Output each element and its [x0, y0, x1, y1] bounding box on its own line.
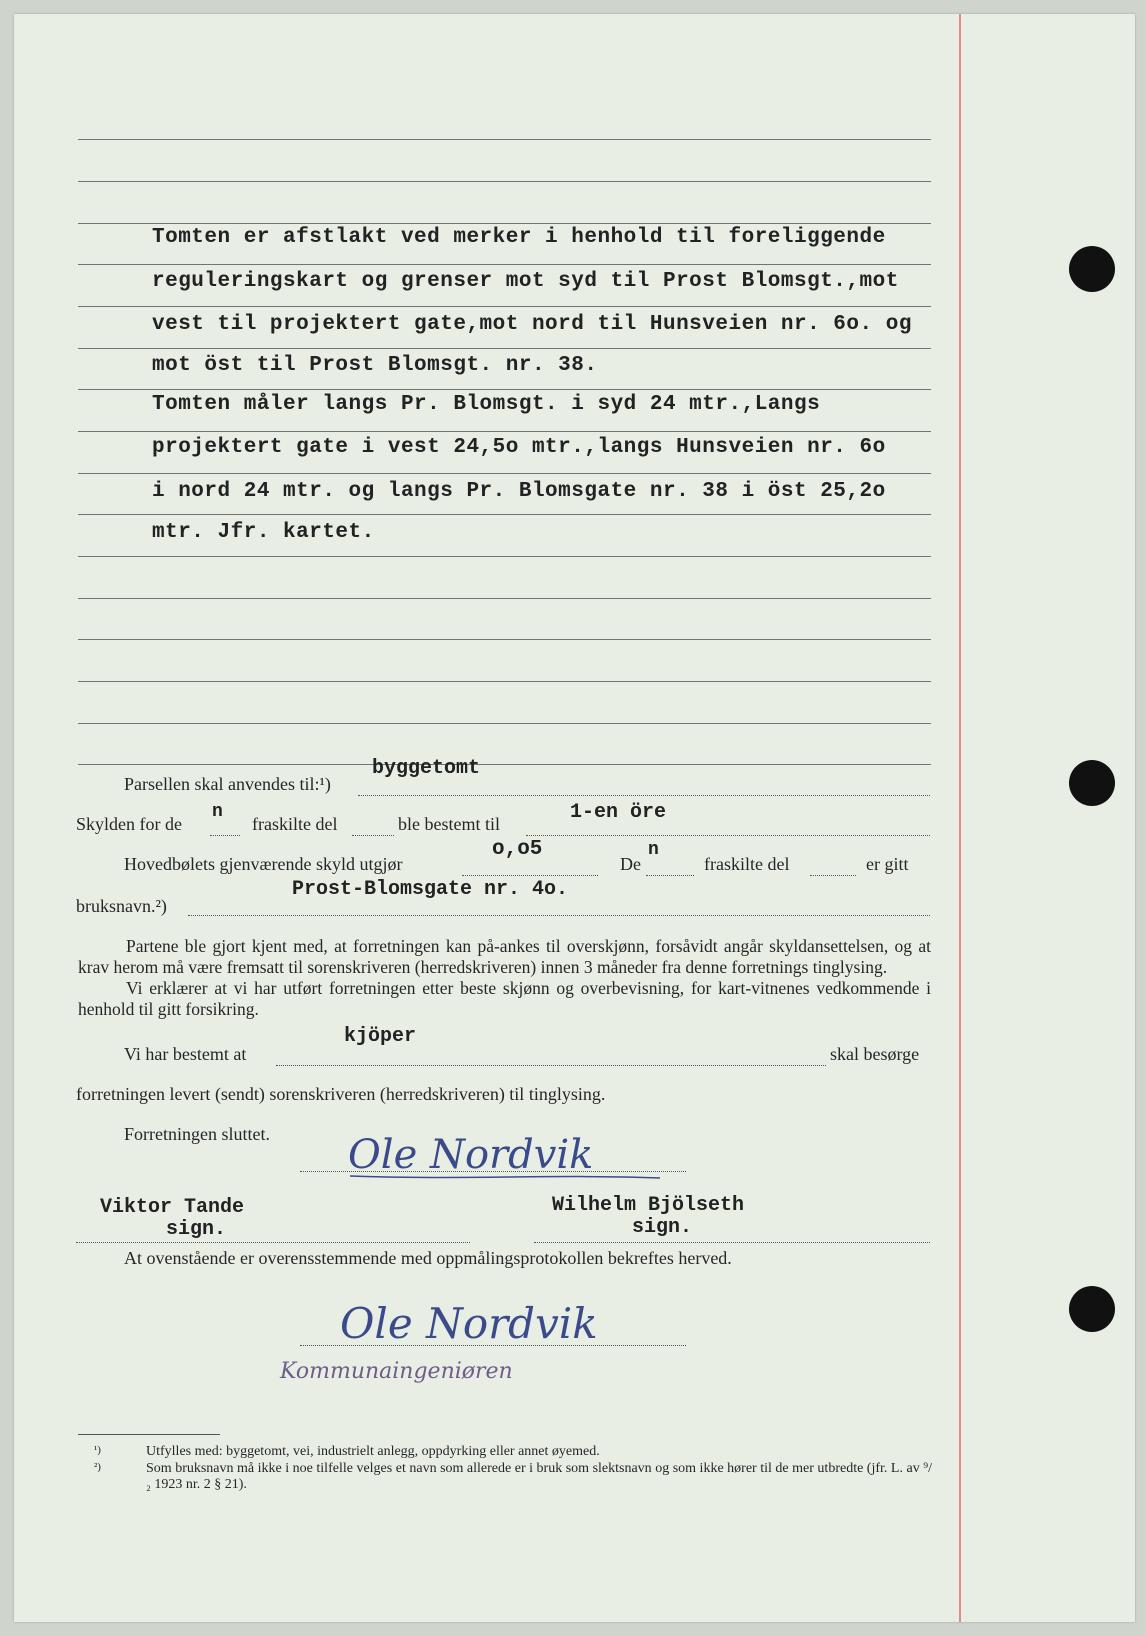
ruled-line	[78, 556, 931, 557]
hoved-label: Hovedbølets gjenværende skyld utgjør	[124, 854, 403, 874]
ruled-line	[78, 223, 931, 224]
confirmation-text: At ovenstående er overensstemmende med oppmålingsprotokollen bekreftes herved.	[124, 1248, 732, 1268]
body-line: reguleringskart og grenser mot syd til Prost Blomsgt.,mot	[152, 270, 899, 293]
skylden-label: Skylden for de	[76, 814, 182, 834]
title-stamp	[276, 1350, 536, 1390]
bestemt-label: Vi har bestemt at	[124, 1044, 247, 1064]
fill-line	[210, 834, 240, 836]
paragraph-block	[78, 936, 931, 1020]
fill-line	[76, 1241, 470, 1243]
ruled-line	[78, 389, 931, 390]
bruksnavn-value: Prost-Blomsgate nr. 4o.	[292, 878, 569, 901]
parsellen-label: Parsellen skal anvendes til:¹)	[124, 774, 331, 794]
ruled-line	[78, 514, 931, 515]
skylden-n: n	[212, 802, 223, 822]
signature-main-text: Ole Nordvik	[348, 1132, 594, 1178]
footnote-1: Utfylles med: byggetomt, vei, industrielt anlegg, oppdyrking eller annet øyemed.	[146, 1444, 600, 1459]
ruled-line	[78, 764, 931, 765]
ruled-line	[78, 306, 931, 307]
footnote-rule	[78, 1434, 220, 1435]
witness-left-sign: sign.	[166, 1218, 227, 1241]
ruled-line	[78, 348, 931, 349]
skylden-bestemt: ble bestemt til	[398, 814, 500, 834]
handwritten-signature	[340, 1124, 670, 1184]
de-label: De	[620, 854, 641, 874]
fraskilte-label: fraskilte del	[704, 854, 790, 874]
body-line: Tomten måler langs Pr. Blomsgt. i syd 24 mtr.,Langs	[152, 393, 821, 416]
fill-line	[810, 874, 856, 876]
sluttet-text: Forretningen sluttet.	[124, 1124, 270, 1144]
footnote-2: Som bruksnavn må ikke i noe tilfelle velges et navn som allerede er i bruk som slektsnavn og som ikke hører til de mer utbredte (jfr. L. av ⁹/₂ 1923 nr. 2 § 21).	[146, 1461, 932, 1492]
ruled-line	[78, 639, 931, 640]
witness-left-name: Viktor Tande	[100, 1196, 245, 1219]
bruksnavn-label: bruksnavn.²)	[76, 896, 167, 916]
punch-hole	[1069, 760, 1115, 806]
ruled-line	[78, 723, 931, 724]
skylden-fraskilte: fraskilte del	[252, 814, 338, 834]
bestemt-value: kjöper	[344, 1025, 417, 1048]
ruled-line	[78, 139, 931, 140]
stamp-text: Kommunaingeniøren	[280, 1359, 513, 1384]
ruled-line	[78, 598, 931, 599]
body-line: mot öst til Prost Blomsgt. nr. 38.	[152, 354, 598, 377]
body-line: Tomten er afstlakt ved merker i henhold til foreliggende	[152, 226, 886, 249]
bestemt-suffix: skal besørge	[830, 1044, 920, 1064]
ruled-line	[78, 473, 931, 474]
skylden-value: 1-en öre	[570, 801, 667, 824]
body-line: i nord 24 mtr. og langs Pr. Blomsgate nr. 38 i öst 25,2o	[152, 480, 886, 503]
body-line: projektert gate i vest 24,5o mtr.,langs Hunsveien nr. 6o	[152, 436, 886, 459]
fill-line	[276, 1064, 826, 1066]
ruled-line	[78, 264, 931, 265]
footnote-mark: ¹)	[94, 1444, 101, 1456]
ruled-line	[78, 431, 931, 432]
body-line: vest til projektert gate,mot nord til Hunsveien nr. 6o. og	[152, 313, 912, 336]
footnote-mark: ²)	[94, 1461, 101, 1473]
er-gitt: er gitt	[866, 854, 909, 874]
fill-line	[646, 874, 694, 876]
fill-line	[300, 1170, 686, 1172]
fill-line	[526, 834, 930, 836]
witness-right-name: Wilhelm Bjölseth	[552, 1194, 745, 1217]
parsellen-value: byggetomt	[372, 757, 481, 780]
margin-line	[959, 14, 961, 1622]
punch-hole	[1069, 1286, 1115, 1332]
document-page	[14, 14, 1135, 1622]
hoved-value: o,o5	[492, 838, 543, 861]
fill-line	[352, 834, 394, 836]
fill-line	[462, 874, 598, 876]
signature-bottom-text: Ole Nordvik	[340, 1299, 598, 1348]
paragraph-erklaerer: Vi erklærer at vi har utført forretningen etter beste skjønn og overbevisning, for kart-vitnenes vedkommende i henhold til gitt forsikring.	[78, 978, 931, 1019]
ruled-line	[78, 681, 931, 682]
witness-right-sign: sign.	[632, 1216, 693, 1239]
body-line: mtr. Jfr. kartet.	[152, 521, 375, 544]
de-n: n	[648, 840, 659, 860]
fill-line	[300, 1344, 686, 1346]
paragraph-pa-ankes: Partene ble gjort kjent med, at forretningen kan på-ankes til overskjønn, forsåvidt angår skyldansettelsen, og at krav herom må være fremsatt til sorenskriveren (herredskriveren) innen 3 måneder fra denne forretnings tinglysing.	[78, 936, 931, 977]
ruled-line	[78, 181, 931, 182]
fill-line	[358, 794, 930, 796]
bestemt-line2: forretningen levert (sendt) sorenskriveren (herredskriveren) til tinglysing.	[76, 1084, 606, 1104]
fill-line	[188, 914, 930, 916]
punch-hole	[1069, 246, 1115, 292]
fill-line	[534, 1241, 930, 1243]
